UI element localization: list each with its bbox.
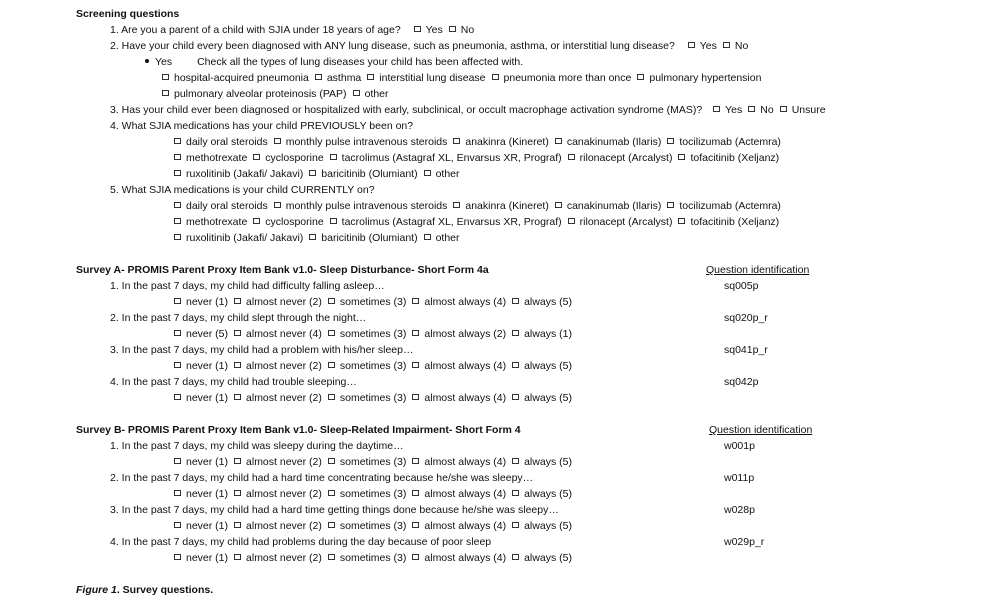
checkbox-icon[interactable] <box>512 458 519 464</box>
checkbox-option[interactable] <box>174 152 247 164</box>
checkbox-option[interactable] <box>568 152 673 164</box>
option-label: almost always (4) <box>424 456 507 468</box>
q1-options <box>414 24 481 36</box>
checkbox-icon[interactable] <box>555 202 562 208</box>
checkbox-option[interactable] <box>174 296 228 308</box>
survey-b-item-id: w001p <box>724 440 755 452</box>
option-label: ruxolitinib (Jakafi/ Jakavi) <box>186 168 304 180</box>
checkbox-option[interactable] <box>328 328 407 340</box>
option-label: tofacitinib (Xeljanz) <box>690 152 780 164</box>
option-label: sometimes (3) <box>339 520 407 532</box>
checkbox-icon[interactable] <box>780 106 787 112</box>
option-label: daily oral steroids <box>186 136 268 148</box>
question-text: 2. Have your child every been diagnosed with ANY lung disease, such as pneumonia, asthma, or interstitial lung disease? <box>110 40 675 52</box>
option-label: hospital-acquired pneumonia <box>174 72 309 84</box>
q2-options <box>688 40 755 52</box>
checkbox-option[interactable] <box>234 328 322 340</box>
checkbox-icon[interactable] <box>328 330 335 336</box>
checkbox-icon[interactable] <box>412 362 419 368</box>
option-label: Yes <box>699 40 717 52</box>
option-label: baricitinib (Olumiant) <box>321 168 418 180</box>
checkbox-icon[interactable] <box>174 298 181 304</box>
checkbox-option[interactable] <box>512 488 572 500</box>
checkbox-icon[interactable] <box>234 522 241 528</box>
option-label: sometimes (3) <box>339 296 407 308</box>
current-meds-row3 <box>174 231 466 245</box>
option-label: daily oral steroids <box>186 200 268 212</box>
checkbox-option[interactable] <box>512 552 572 564</box>
checkbox-option[interactable] <box>234 552 322 564</box>
instruction-text: Check all the types of lung diseases your child has been affected with. <box>197 56 524 68</box>
option-label: interstitial lung disease <box>379 72 486 84</box>
checkbox-option[interactable] <box>330 152 562 164</box>
bullet-label: Yes <box>155 56 173 68</box>
checkbox-icon[interactable] <box>253 218 260 224</box>
option-label: never (1) <box>186 360 229 372</box>
checkbox-icon[interactable] <box>667 138 674 144</box>
checkbox-option[interactable] <box>667 136 781 148</box>
checkbox-option[interactable] <box>449 24 474 36</box>
checkbox-option[interactable] <box>328 552 407 564</box>
option-label: anakinra (Kineret) <box>465 200 549 212</box>
screening-q4: 4. What SJIA medications has your child PREVIOUSLY been on? <box>110 120 414 132</box>
checkbox-icon[interactable] <box>512 522 519 528</box>
checkbox-option[interactable] <box>512 392 572 404</box>
checkbox-option[interactable] <box>234 360 322 372</box>
checkbox-icon[interactable] <box>234 490 241 496</box>
checkbox-icon[interactable] <box>412 522 419 528</box>
checkbox-icon[interactable] <box>555 138 562 144</box>
screening-q3 <box>110 103 832 117</box>
option-label: pneumonia more than once <box>503 72 632 84</box>
checkbox-icon[interactable] <box>367 74 374 80</box>
checkbox-icon[interactable] <box>412 458 419 464</box>
lung-disease-options-row2 <box>162 87 395 101</box>
survey-a-item-options <box>174 359 578 373</box>
checkbox-option[interactable] <box>412 456 506 468</box>
option-label: tocilizumab (Actemra) <box>679 136 781 148</box>
checkbox-option[interactable] <box>174 200 268 212</box>
survey-a-item-text: 3. In the past 7 days, my child had a problem with his/her sleep… <box>110 344 414 356</box>
option-label: never (5) <box>186 328 229 340</box>
checkbox-icon[interactable] <box>512 362 519 368</box>
checkbox-icon[interactable] <box>424 234 431 240</box>
checkbox-option[interactable] <box>688 40 717 52</box>
option-label: almost never (2) <box>246 456 322 468</box>
checkbox-icon[interactable] <box>174 362 181 368</box>
option-label: ruxolitinib (Jakafi/ Jakavi) <box>186 232 304 244</box>
survey-a-item-id: sq020p_r <box>724 312 768 324</box>
checkbox-icon[interactable] <box>678 154 685 160</box>
checkbox-option[interactable] <box>353 88 389 100</box>
survey-b-item-text: 2. In the past 7 days, my child had a hard time concentrating because he/she was sleepy… <box>110 472 534 484</box>
checkbox-option[interactable] <box>568 216 673 228</box>
checkbox-icon[interactable] <box>449 26 456 32</box>
checkbox-icon[interactable] <box>414 26 421 32</box>
checkbox-icon[interactable] <box>330 218 337 224</box>
checkbox-icon[interactable] <box>328 554 335 560</box>
option-label: never (1) <box>186 552 229 564</box>
checkbox-icon[interactable] <box>309 234 316 240</box>
checkbox-option[interactable] <box>174 456 228 468</box>
checkbox-icon[interactable] <box>412 490 419 496</box>
checkbox-icon[interactable] <box>234 554 241 560</box>
checkbox-icon[interactable] <box>234 394 241 400</box>
checkbox-option[interactable] <box>412 328 506 340</box>
option-label: No <box>760 104 774 116</box>
option-label: sometimes (3) <box>339 456 407 468</box>
survey-a-id-header: Question identification <box>706 264 810 276</box>
option-label: monthly pulse intravenous steroids <box>285 136 448 148</box>
checkbox-option[interactable] <box>174 216 247 228</box>
checkbox-icon[interactable] <box>412 394 419 400</box>
option-label: canakinumab (Ilaris) <box>566 136 662 148</box>
checkbox-icon[interactable] <box>174 522 181 528</box>
checkbox-option[interactable] <box>174 488 228 500</box>
checkbox-icon[interactable] <box>234 458 241 464</box>
checkbox-option[interactable] <box>330 216 562 228</box>
checkbox-icon[interactable] <box>678 218 685 224</box>
survey-b-item-id: w028p <box>724 504 755 516</box>
option-label: almost always (4) <box>424 392 507 404</box>
option-label: almost never (2) <box>246 296 322 308</box>
checkbox-option[interactable] <box>234 520 322 532</box>
checkbox-icon[interactable] <box>412 330 419 336</box>
checkbox-icon[interactable] <box>637 74 644 80</box>
checkbox-option[interactable] <box>453 136 548 148</box>
checkbox-icon[interactable] <box>162 74 169 80</box>
checkbox-option[interactable] <box>512 520 572 532</box>
survey-b-item-options <box>174 551 578 565</box>
survey-a-item-options <box>174 391 578 405</box>
option-label: always (5) <box>524 552 572 564</box>
checkbox-icon[interactable] <box>253 154 260 160</box>
checkbox-icon[interactable] <box>274 138 281 144</box>
option-label: methotrexate <box>186 216 248 228</box>
checkbox-icon[interactable] <box>162 90 169 96</box>
option-label: rilonacept (Arcalyst) <box>579 152 673 164</box>
option-label: asthma <box>326 72 362 84</box>
option-label: always (5) <box>524 456 572 468</box>
checkbox-icon[interactable] <box>723 42 730 48</box>
question-text: 1. Are you a parent of a child with SJIA under 18 years of age? <box>110 24 401 36</box>
survey-a-item-options <box>174 295 578 309</box>
screening-title: Screening questions <box>76 8 180 20</box>
q2-yes-bullet <box>145 55 523 69</box>
caption-label: Figure 1 <box>76 584 117 596</box>
checkbox-option[interactable] <box>748 104 773 116</box>
screening-q2 <box>110 39 754 53</box>
checkbox-option[interactable] <box>328 456 407 468</box>
checkbox-option[interactable] <box>713 104 742 116</box>
checkbox-option[interactable] <box>162 88 347 100</box>
checkbox-icon[interactable] <box>453 202 460 208</box>
option-label: almost always (4) <box>424 520 507 532</box>
option-label: almost never (2) <box>246 552 322 564</box>
option-label: almost never (4) <box>246 328 322 340</box>
checkbox-option[interactable] <box>253 152 323 164</box>
checkbox-icon[interactable] <box>328 298 335 304</box>
current-meds-row2 <box>174 215 785 229</box>
checkbox-option[interactable] <box>328 520 407 532</box>
option-label: sometimes (3) <box>339 488 407 500</box>
option-label: rilonacept (Arcalyst) <box>579 216 673 228</box>
checkbox-icon[interactable] <box>328 394 335 400</box>
checkbox-icon[interactable] <box>492 74 499 80</box>
checkbox-icon[interactable] <box>512 554 519 560</box>
checkbox-icon[interactable] <box>512 330 519 336</box>
survey-a-item-id: sq041p_r <box>724 344 768 356</box>
checkbox-icon[interactable] <box>174 154 181 160</box>
caption-text: . Survey questions. <box>116 584 214 596</box>
option-label: No <box>460 24 475 36</box>
checkbox-icon[interactable] <box>688 42 695 48</box>
checkbox-option[interactable] <box>328 360 407 372</box>
checkbox-icon[interactable] <box>512 394 519 400</box>
option-label: sometimes (3) <box>339 552 407 564</box>
option-label: tacrolimus (Astagraf XL, Envarsus XR, Prograf) <box>341 152 562 164</box>
checkbox-option[interactable] <box>678 152 779 164</box>
option-label: almost always (2) <box>424 328 507 340</box>
checkbox-option[interactable] <box>174 360 228 372</box>
survey-b-id-header: Question identification <box>709 424 813 436</box>
checkbox-icon[interactable] <box>234 330 241 336</box>
checkbox-icon[interactable] <box>274 202 281 208</box>
checkbox-icon[interactable] <box>174 202 181 208</box>
survey-b-item-id: w029p_r <box>724 536 765 548</box>
checkbox-icon[interactable] <box>309 170 316 176</box>
option-label: Unsure <box>791 104 826 116</box>
checkbox-option[interactable] <box>367 72 485 84</box>
q3-options <box>713 104 831 116</box>
option-label: sometimes (3) <box>339 328 407 340</box>
checkbox-icon[interactable] <box>174 218 181 224</box>
survey-a-item-text: 1. In the past 7 days, my child had difficulty falling asleep… <box>110 280 385 292</box>
survey-b-item-text: 1. In the past 7 days, my child was sleepy during the daytime… <box>110 440 404 452</box>
checkbox-option[interactable] <box>555 136 662 148</box>
option-label: almost never (2) <box>246 520 322 532</box>
checkbox-option[interactable] <box>512 328 572 340</box>
checkbox-option[interactable] <box>315 72 361 84</box>
lung-disease-options-row1 <box>162 71 767 85</box>
option-label: canakinumab (Ilaris) <box>566 200 662 212</box>
checkbox-option[interactable] <box>328 392 407 404</box>
checkbox-icon[interactable] <box>174 170 181 176</box>
checkbox-icon[interactable] <box>315 74 322 80</box>
checkbox-icon[interactable] <box>328 522 335 528</box>
option-label: methotrexate <box>186 152 248 164</box>
checkbox-icon[interactable] <box>328 458 335 464</box>
survey-b-item-options <box>174 487 578 501</box>
checkbox-option[interactable] <box>328 296 407 308</box>
option-label: pulmonary alveolar proteinosis (PAP) <box>174 88 347 100</box>
option-label: always (5) <box>524 296 572 308</box>
checkbox-option[interactable] <box>309 232 417 244</box>
survey-b-item-options <box>174 455 578 469</box>
survey-b-item-text: 4. In the past 7 days, my child had problems during the day because of poor sleep <box>110 536 492 548</box>
checkbox-icon[interactable] <box>328 490 335 496</box>
checkbox-icon[interactable] <box>234 298 241 304</box>
checkbox-icon[interactable] <box>174 138 181 144</box>
survey-a-title: Survey A- PROMIS Parent Proxy Item Bank v1.0- Sleep Disturbance- Short Form 4a <box>76 264 489 276</box>
checkbox-option[interactable] <box>274 200 448 212</box>
survey-b-item-options <box>174 519 578 533</box>
checkbox-option[interactable] <box>412 360 506 372</box>
checkbox-option[interactable] <box>328 488 407 500</box>
survey-a-item-text: 4. In the past 7 days, my child had trouble sleeping… <box>110 376 357 388</box>
survey-a-item-id: sq005p <box>724 280 759 292</box>
option-label: No <box>734 40 749 52</box>
checkbox-icon[interactable] <box>353 90 360 96</box>
checkbox-option[interactable] <box>174 168 303 180</box>
screening-q1 <box>110 23 480 37</box>
option-label: pulmonary hypertension <box>649 72 762 84</box>
option-label: almost never (2) <box>246 488 322 500</box>
checkbox-icon[interactable] <box>412 298 419 304</box>
checkbox-icon[interactable] <box>234 362 241 368</box>
checkbox-option[interactable] <box>274 136 448 148</box>
option-label: almost never (2) <box>246 392 322 404</box>
checkbox-option[interactable] <box>234 392 322 404</box>
survey-a-item-options <box>174 327 578 341</box>
checkbox-icon[interactable] <box>667 202 674 208</box>
checkbox-icon[interactable] <box>174 330 181 336</box>
option-label: always (5) <box>524 520 572 532</box>
screening-q5: 5. What SJIA medications is your child CURRENTLY on? <box>110 184 375 196</box>
checkbox-option[interactable] <box>512 296 572 308</box>
option-label: never (1) <box>186 296 229 308</box>
checkbox-option[interactable] <box>412 392 506 404</box>
checkbox-option[interactable] <box>174 392 228 404</box>
option-label: other <box>435 168 460 180</box>
checkbox-option[interactable] <box>678 216 779 228</box>
option-label: almost never (2) <box>246 360 322 372</box>
option-label: never (1) <box>186 456 229 468</box>
checkbox-option[interactable] <box>512 456 572 468</box>
option-label: sometimes (3) <box>339 360 407 372</box>
checkbox-icon[interactable] <box>748 106 755 112</box>
checkbox-option[interactable] <box>453 200 548 212</box>
checkbox-icon[interactable] <box>328 362 335 368</box>
checkbox-option[interactable] <box>174 328 228 340</box>
previous-meds-row2 <box>174 151 785 165</box>
survey-b-title: Survey B- PROMIS Parent Proxy Item Bank v1.0- Sleep-Related Impairment- Short Form 4 <box>76 424 521 436</box>
option-label: almost always (4) <box>424 552 507 564</box>
checkbox-option[interactable] <box>309 168 417 180</box>
checkbox-option[interactable] <box>234 296 322 308</box>
option-label: anakinra (Kineret) <box>465 136 549 148</box>
checkbox-icon[interactable] <box>512 490 519 496</box>
previous-meds-row3 <box>174 167 466 181</box>
checkbox-option[interactable] <box>174 552 228 564</box>
checkbox-icon[interactable] <box>424 170 431 176</box>
checkbox-option[interactable] <box>412 488 506 500</box>
checkbox-option[interactable] <box>162 72 309 84</box>
checkbox-option[interactable] <box>637 72 761 84</box>
option-label: always (5) <box>524 360 572 372</box>
question-text: 3. Has your child ever been diagnosed or hospitalized with early, subclinical, or occult macrophage activation syndrome (MAS)? <box>110 104 703 116</box>
option-label: always (5) <box>524 392 572 404</box>
checkbox-option[interactable] <box>424 168 460 180</box>
option-label: tofacitinib (Xeljanz) <box>690 216 780 228</box>
option-label: Yes <box>725 104 743 116</box>
survey-b-item-text: 3. In the past 7 days, my child had a hard time getting things done because he/she was sleepy… <box>110 504 559 516</box>
option-label: almost always (4) <box>424 296 507 308</box>
option-label: other <box>364 88 389 100</box>
checkbox-option[interactable] <box>780 104 826 116</box>
survey-b-item-id: w011p <box>724 472 755 484</box>
checkbox-option[interactable] <box>555 200 662 212</box>
checkbox-option[interactable] <box>667 200 781 212</box>
option-label: tacrolimus (Astagraf XL, Envarsus XR, Prograf) <box>341 216 562 228</box>
option-label: cyclosporine <box>265 152 324 164</box>
option-label: never (1) <box>186 520 229 532</box>
option-label: monthly pulse intravenous steroids <box>285 200 448 212</box>
option-label: never (1) <box>186 488 229 500</box>
current-meds-row1 <box>174 199 787 213</box>
checkbox-icon[interactable] <box>568 154 575 160</box>
option-label: Yes <box>425 24 443 36</box>
option-label: almost always (4) <box>424 488 507 500</box>
checkbox-icon[interactable] <box>174 234 181 240</box>
checkbox-option[interactable] <box>414 24 443 36</box>
checkbox-icon[interactable] <box>512 298 519 304</box>
checkbox-option[interactable] <box>253 216 323 228</box>
checkbox-option[interactable] <box>492 72 632 84</box>
option-label: cyclosporine <box>265 216 324 228</box>
survey-a-item-text: 2. In the past 7 days, my child slept through the night… <box>110 312 367 324</box>
checkbox-option[interactable] <box>412 552 506 564</box>
checkbox-icon[interactable] <box>174 490 181 496</box>
checkbox-icon[interactable] <box>412 554 419 560</box>
checkbox-icon[interactable] <box>713 106 720 112</box>
option-label: never (1) <box>186 392 229 404</box>
checkbox-icon[interactable] <box>174 394 181 400</box>
checkbox-option[interactable] <box>174 136 268 148</box>
option-label: almost always (4) <box>424 360 507 372</box>
checkbox-icon[interactable] <box>568 218 575 224</box>
checkbox-icon[interactable] <box>453 138 460 144</box>
checkbox-option[interactable] <box>512 360 572 372</box>
checkbox-option[interactable] <box>234 456 322 468</box>
checkbox-option[interactable] <box>234 488 322 500</box>
option-label: other <box>435 232 460 244</box>
checkbox-icon[interactable] <box>174 554 181 560</box>
checkbox-option[interactable] <box>424 232 460 244</box>
bullet-icon <box>145 59 149 63</box>
checkbox-option[interactable] <box>174 232 303 244</box>
survey-a-item-id: sq042p <box>724 376 759 388</box>
checkbox-option[interactable] <box>174 520 228 532</box>
checkbox-option[interactable] <box>412 520 506 532</box>
checkbox-icon[interactable] <box>330 154 337 160</box>
option-label: baricitinib (Olumiant) <box>321 232 418 244</box>
option-label: tocilizumab (Actemra) <box>679 200 781 212</box>
checkbox-option[interactable] <box>412 296 506 308</box>
option-label: always (1) <box>524 328 572 340</box>
figure-caption <box>76 583 213 597</box>
option-label: always (5) <box>524 488 572 500</box>
previous-meds-row1 <box>174 135 787 149</box>
checkbox-icon[interactable] <box>174 458 181 464</box>
checkbox-option[interactable] <box>723 40 748 52</box>
option-label: sometimes (3) <box>339 392 407 404</box>
